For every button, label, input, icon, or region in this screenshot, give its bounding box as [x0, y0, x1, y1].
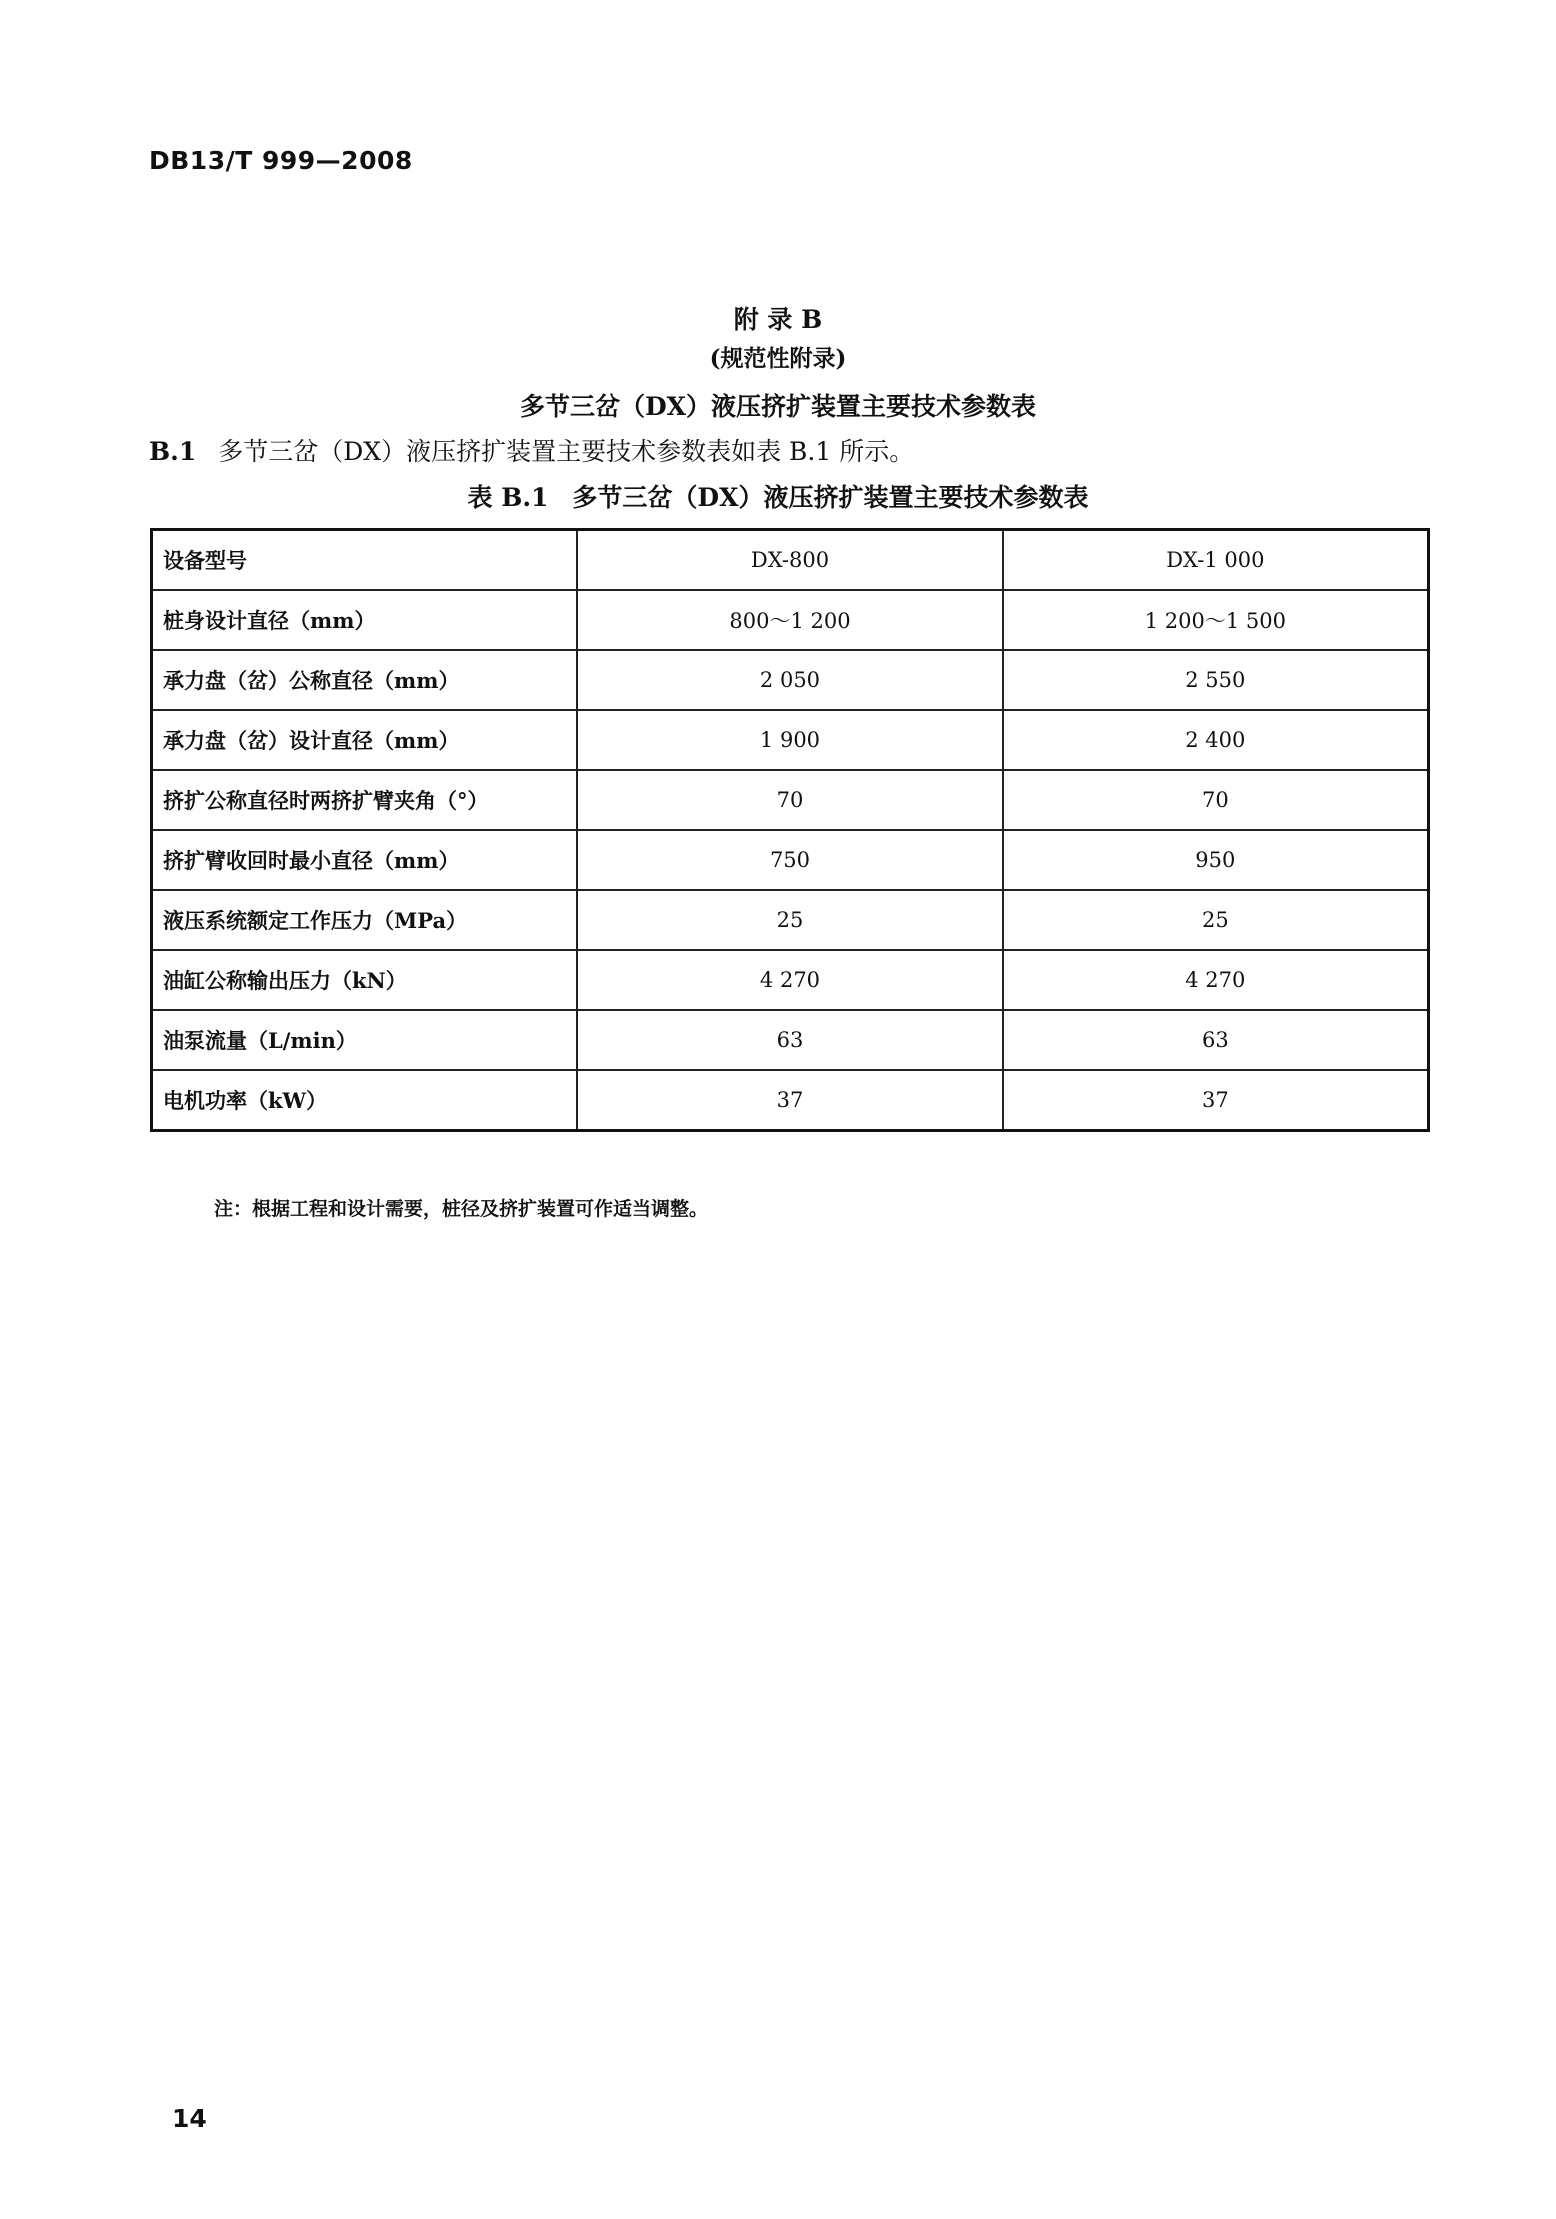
value-dx1000: 37 [1003, 1070, 1429, 1131]
standard-code: DB13/T 999—2008 [149, 146, 413, 175]
row-label: 油泵流量（L/min） [152, 1010, 578, 1070]
table-caption [0, 478, 1556, 514]
table-row [152, 530, 1429, 591]
row-label: 挤扩臂收回时最小直径（mm） [152, 830, 578, 890]
value-dx800: 2 050 [577, 650, 1002, 710]
value-dx1000: 950 [1003, 830, 1429, 890]
table-caption-title: 多节三岔（DX）液压挤扩装置主要技术参数表 [572, 483, 1089, 512]
table-row [152, 890, 1429, 950]
table-note: 注：根据工程和设计需要，桩径及挤扩装置可作适当调整。 [214, 1198, 709, 1220]
value-dx1000: 2 400 [1003, 710, 1429, 770]
clause-text: 多节三岔（DX）液压挤扩装置主要技术参数表如表 B.1 所示。 [218, 437, 915, 466]
table-row [152, 830, 1429, 890]
value-dx1000: 4 270 [1003, 950, 1429, 1010]
page-number: 14 [172, 2104, 207, 2133]
table-row [152, 770, 1429, 830]
value-dx800: 70 [577, 770, 1002, 830]
row-label: 挤扩公称直径时两挤扩臂夹角（°） [152, 770, 578, 830]
value-dx800: DX-800 [577, 530, 1002, 591]
table-row [152, 1070, 1429, 1131]
value-dx1000: 1 200～1 500 [1003, 590, 1429, 650]
value-dx1000: 63 [1003, 1010, 1429, 1070]
value-dx800: 63 [577, 1010, 1002, 1070]
row-label: 设备型号 [152, 530, 578, 591]
appendix-type: (规范性附录) [709, 345, 847, 372]
value-dx800: 750 [577, 830, 1002, 890]
table-caption-number: 表 B.1 [467, 483, 549, 512]
value-dx1000: 70 [1003, 770, 1429, 830]
value-dx800: 37 [577, 1070, 1002, 1131]
row-label: 承力盘（岔）设计直径（mm） [152, 710, 578, 770]
parameter-table [150, 528, 1430, 1132]
value-dx800: 25 [577, 890, 1002, 950]
value-dx1000: 25 [1003, 890, 1429, 950]
row-label: 承力盘（岔）公称直径（mm） [152, 650, 578, 710]
clause-number: B.1 [149, 437, 197, 466]
value-dx1000: 2 550 [1003, 650, 1429, 710]
table-row [152, 1010, 1429, 1070]
table-row [152, 590, 1429, 650]
clause-b1 [149, 432, 914, 468]
value-dx1000: DX-1 000 [1003, 530, 1429, 591]
table-row [152, 710, 1429, 770]
row-label: 电机功率（kW） [152, 1070, 578, 1131]
table-row [152, 950, 1429, 1010]
appendix-title: 附 录 B [733, 305, 823, 334]
row-label: 桩身设计直径（mm） [152, 590, 578, 650]
row-label: 液压系统额定工作压力（MPa） [152, 890, 578, 950]
value-dx800: 1 900 [577, 710, 1002, 770]
appendix-heading: 多节三岔（DX）液压挤扩装置主要技术参数表 [519, 392, 1037, 421]
value-dx800: 800～1 200 [577, 590, 1002, 650]
row-label: 油缸公称输出压力（kN） [152, 950, 578, 1010]
value-dx800: 4 270 [577, 950, 1002, 1010]
table-row [152, 650, 1429, 710]
